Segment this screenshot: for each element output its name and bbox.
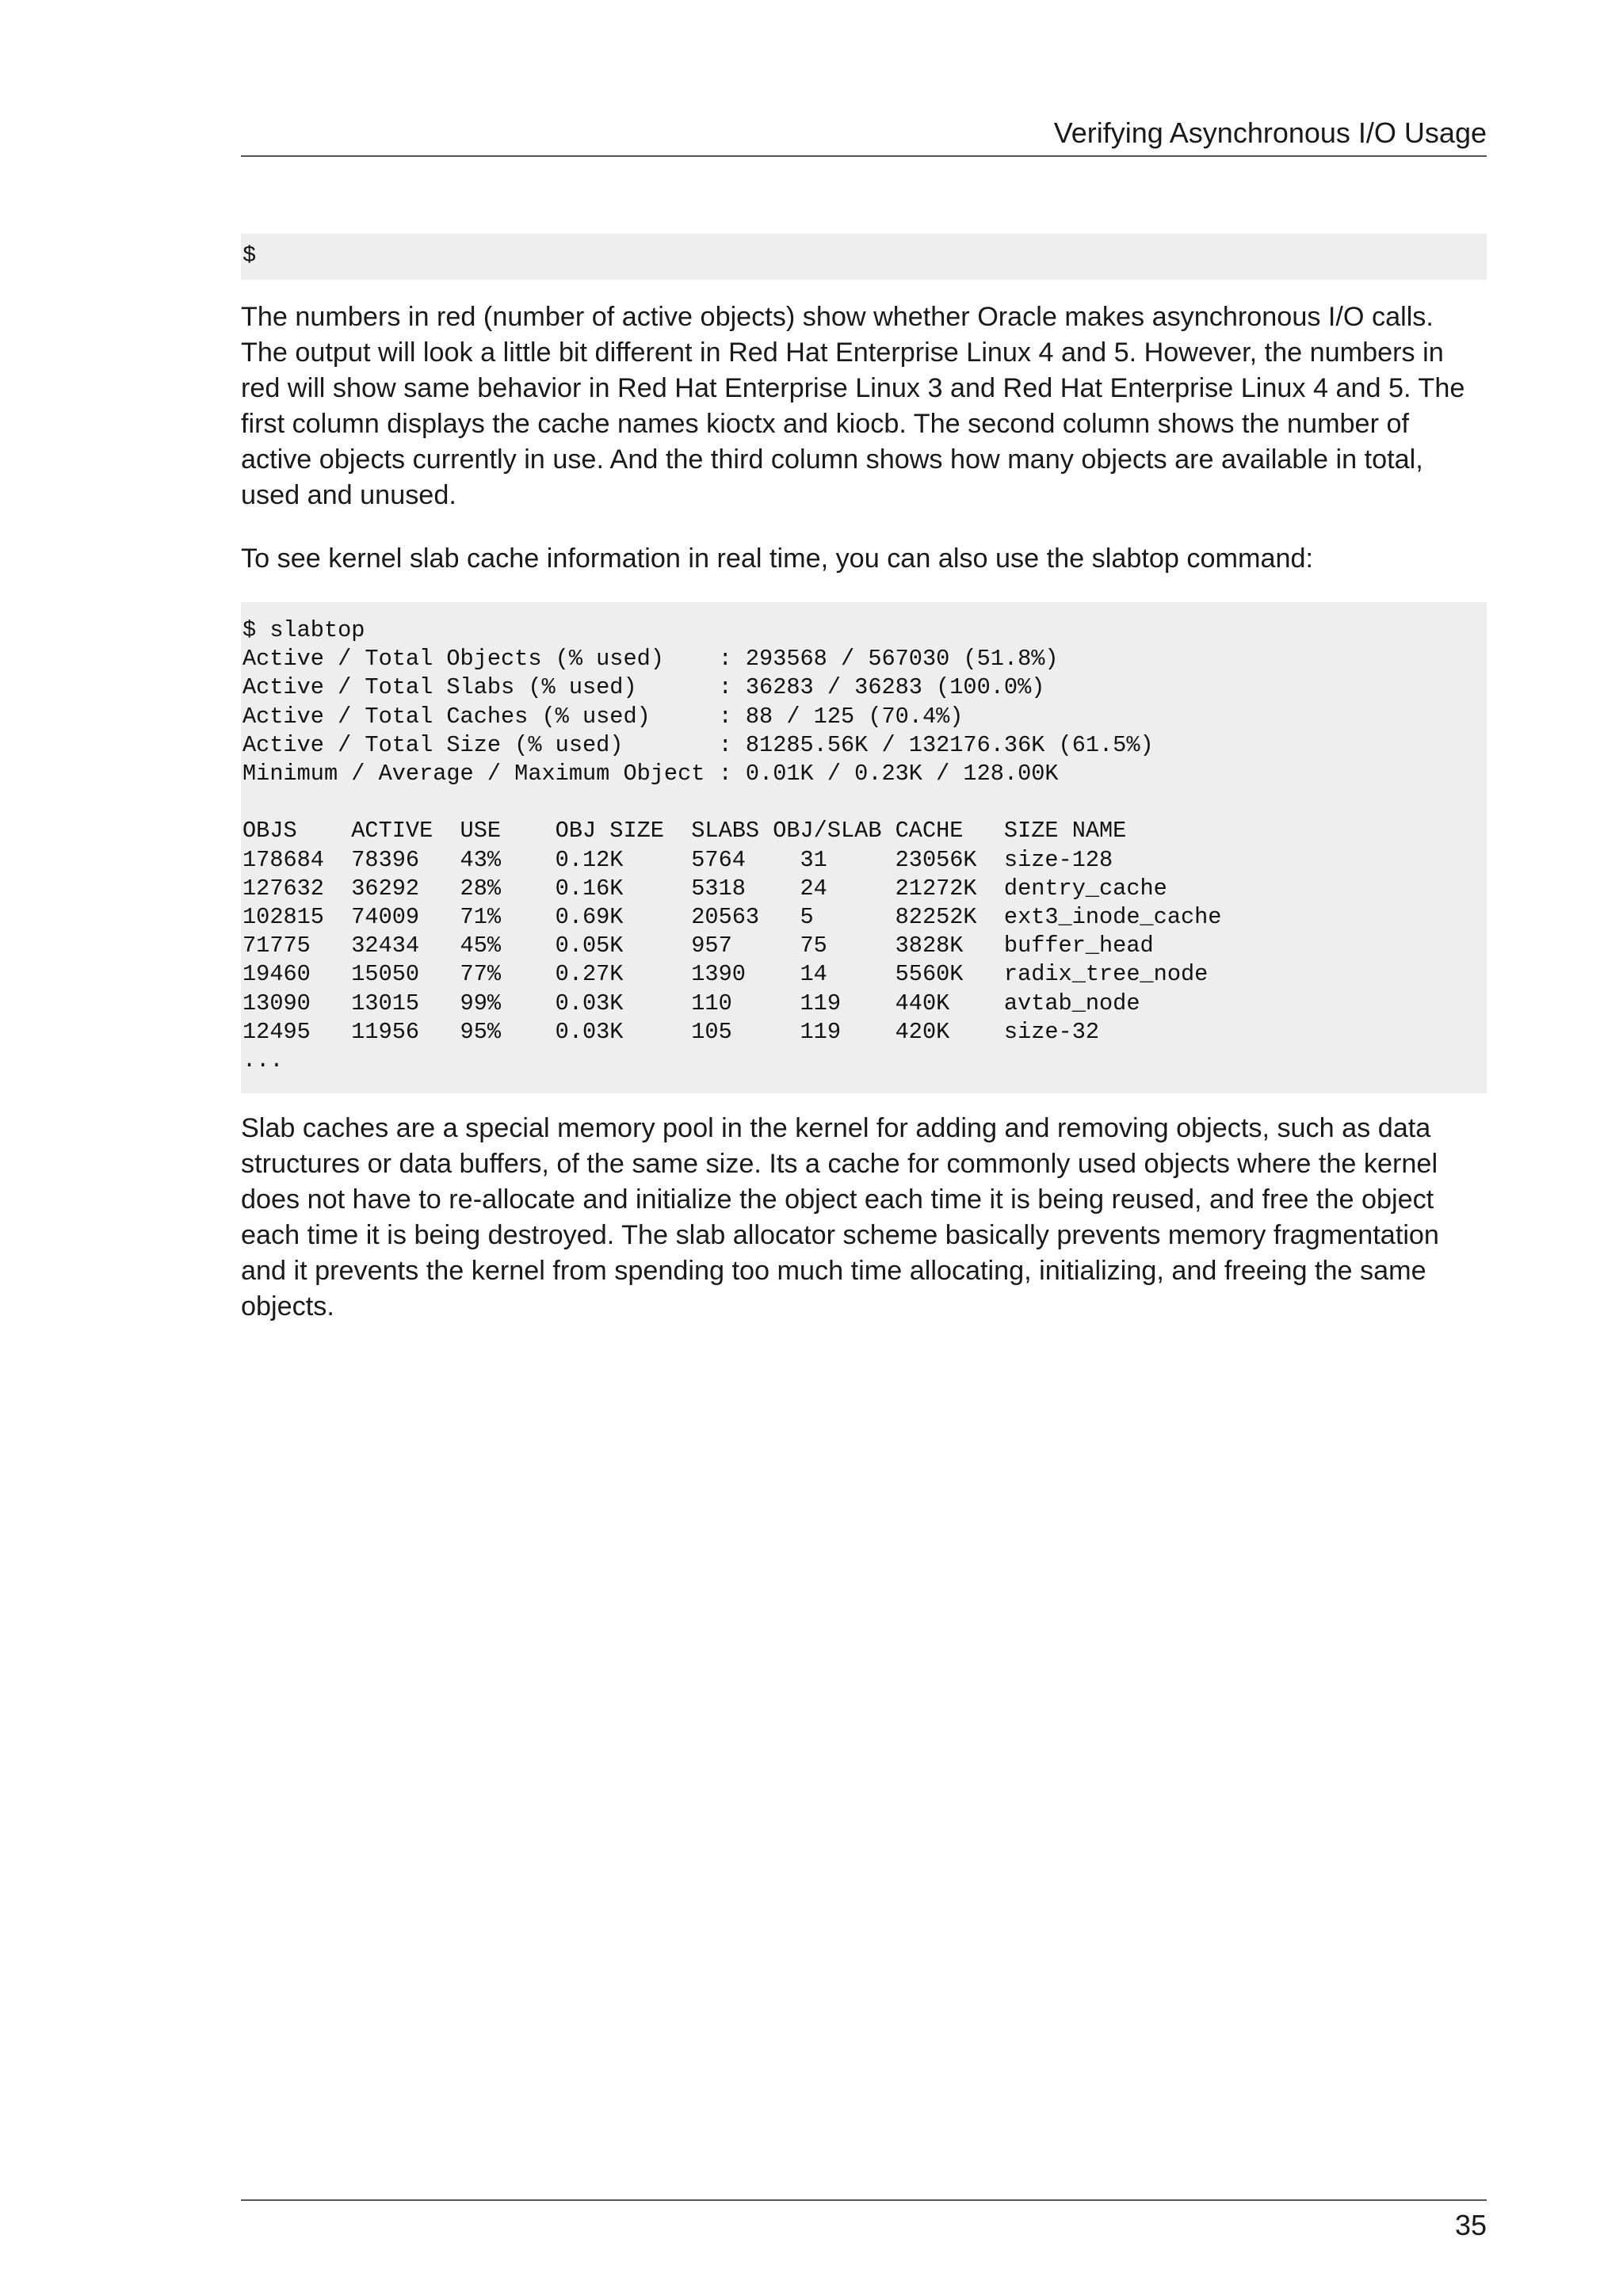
page-number: 35 bbox=[1454, 2209, 1487, 2241]
paragraph-slabtop-intro: To see kernel slab cache information in real time, you can also use the slabtop command: bbox=[241, 543, 1314, 574]
header-divider bbox=[241, 155, 1487, 157]
code-block-prompt: $ bbox=[241, 234, 1487, 280]
paragraph-slab-caches: Slab caches are a special memory pool in the kernel for adding and removing objects, such as data structures or data buffers, of the same size. Its a cache for commonly used objects where the kernel does not have to re-allocate and initialize the object each time it is being reused, and free the object each time it is being destroyed. The slab allocator scheme basically prevents memory fragmentation and it prevents the kernel from spending too much time allocating, initializing, and freeing the same objects. bbox=[241, 1113, 1439, 1322]
document-page bbox=[241, 0, 1487, 2296]
running-header: Verifying Asynchronous I/O Usage bbox=[1053, 116, 1487, 149]
code-block-slabtop: $ slabtop Active / Total Objects (% used) : 293568 / 567030 (51.8%) Active / Total Slabs (% used) : 36283 / 36283 (100.0%) Active / Total Caches (% used) : 88 / 125 (70.4%) Active / Total Size (% used) : 81285.56K / 132176.36K (61.5%) Minimum / Average / Maximum Object : 0.01K / 0.23K / 128.00K OBJS ACTIVE USE OBJ SIZE SLABS OBJ/SLAB CACHE SIZE NAME 178684 78396 43% 0.12K 5764 31 23056K size-128 127632 36292 28% 0.16K 5318 24 21272K dentry_cache 102815 74009 71% 0.69K 20563 5 82252K ext3_inode_cache 71775 32434 45% 0.05K 957 75 3828K buffer_head 19460 15050 77% 0.27K 1390 14 5560K radix_tree_node 13090 13015 99% 0.03K 110 119 440K avtab_node 12495 11956 95% 0.03K 105 119 420K size-32 ... bbox=[241, 602, 1487, 1093]
paragraph-red-numbers: The numbers in red (number of active objects) show whether Oracle makes asynchronous I/O calls. The output will look a little bit different in Red Hat Enterprise Linux 4 and 5. However, the numbers in red will show same behavior in Red Hat Enterprise Linux 3 and Red Hat Enterprise Linux 4 and 5. The first column displays the cache names kioctx and kiocb. The second column shows the number of active objects currently in use. And the third column shows how many objects are available in total, used and unused. bbox=[241, 302, 1465, 510]
footer-divider bbox=[241, 2199, 1487, 2201]
